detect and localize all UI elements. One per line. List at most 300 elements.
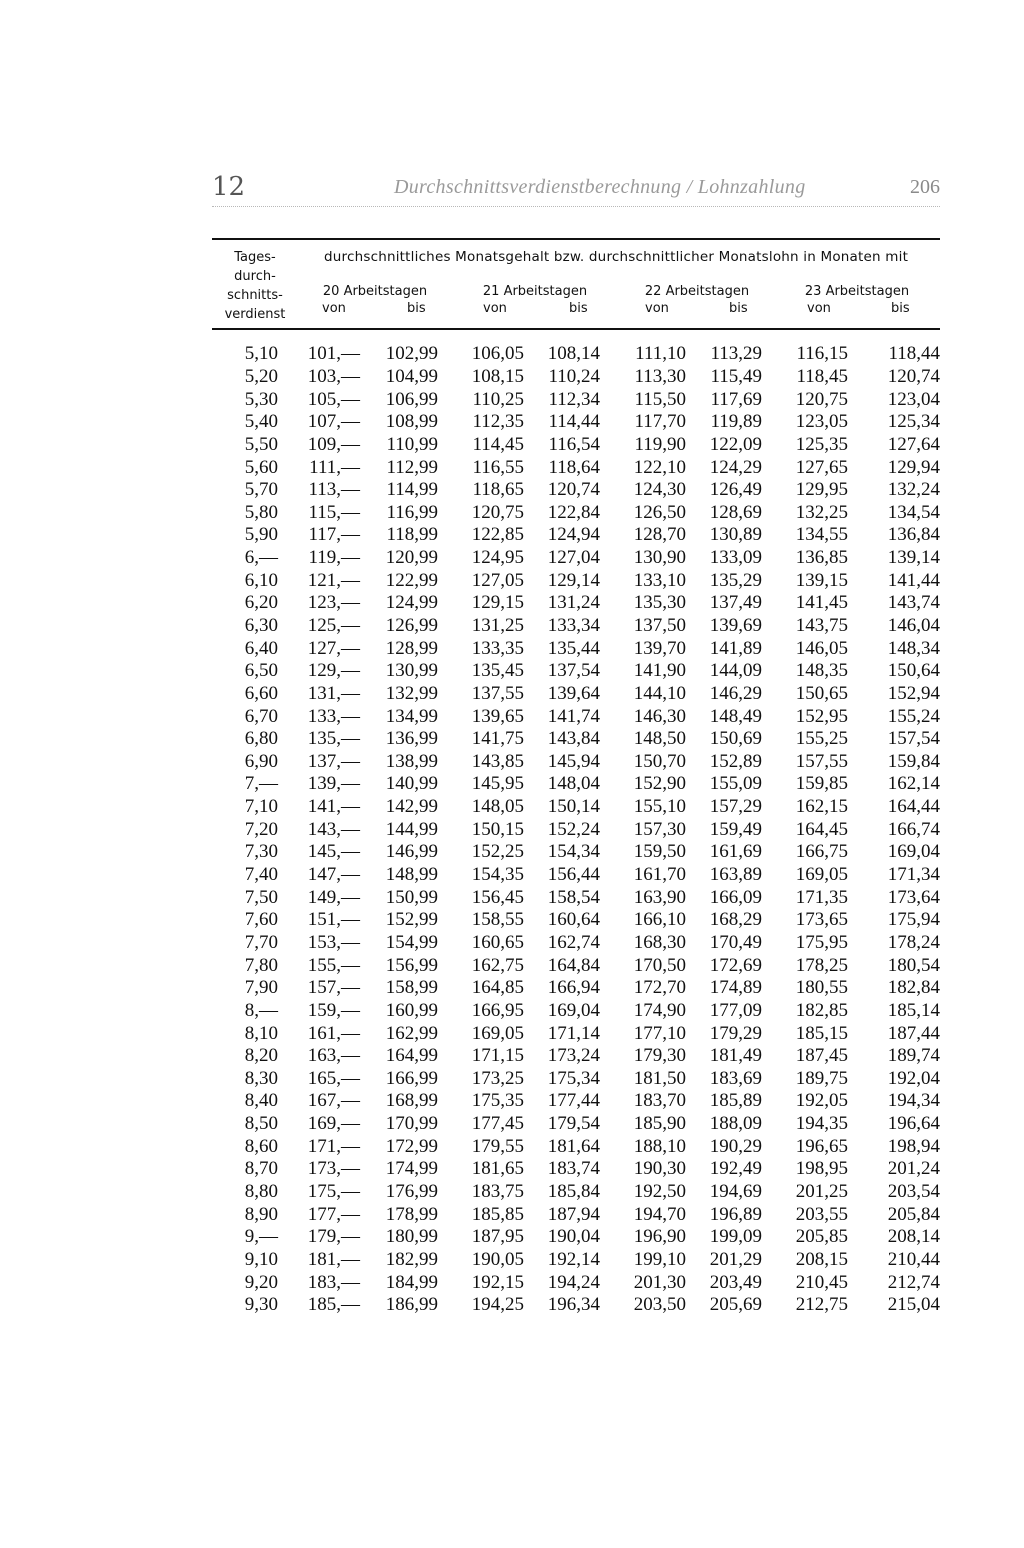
von-22-cell: 185,90 <box>633 1113 686 1135</box>
von-21-cell: 135,45 <box>471 660 524 682</box>
bis-22-cell: 205,69 <box>709 1294 762 1316</box>
von-20-cell: 149,— <box>307 886 360 908</box>
bis-23-cell: 187,44 <box>887 1022 940 1044</box>
bis-20-cell: 122,99 <box>385 569 438 591</box>
daily-earnings-cell: 7,20 <box>244 818 278 840</box>
daily-earnings-cell: 8,40 <box>244 1090 278 1112</box>
bis-22-cell: 174,89 <box>709 977 762 999</box>
von-20-cell: 111,— <box>309 456 360 478</box>
von-20-cell: 103,— <box>307 365 360 387</box>
von-20-cell: 133,— <box>307 705 360 727</box>
table-row <box>212 909 940 932</box>
bis-22-cell: 199,09 <box>709 1226 762 1248</box>
von-23-cell: 208,15 <box>795 1248 848 1270</box>
von-21-cell: 108,15 <box>471 365 524 387</box>
bis-20-cell: 154,99 <box>385 931 438 953</box>
bis-20-cell: 168,99 <box>385 1090 438 1112</box>
bis-21-cell: 185,84 <box>547 1181 600 1203</box>
bis-23-cell: 134,54 <box>887 501 940 523</box>
table-row <box>212 1000 940 1023</box>
von-22-cell: 113,30 <box>634 365 686 387</box>
bis-21-cell: 141,74 <box>547 705 600 727</box>
von-23-cell: 139,15 <box>795 569 848 591</box>
von-22-cell: 117,70 <box>634 411 686 433</box>
von-23-cell: 192,05 <box>795 1090 848 1112</box>
von-21-cell: 124,95 <box>471 547 524 569</box>
von-21-cell: 112,35 <box>472 411 524 433</box>
table-row <box>212 773 940 796</box>
von-20-cell: 155,— <box>307 954 360 976</box>
bis-22-cell: 179,29 <box>709 1022 762 1044</box>
table-row <box>212 977 940 1000</box>
bis-21-cell: 173,24 <box>547 1045 600 1067</box>
daily-earnings-cell: 6,50 <box>244 660 278 682</box>
bis-23-cell: 127,64 <box>887 433 940 455</box>
von-22-cell: 148,50 <box>633 728 686 750</box>
von-22-cell: 188,10 <box>633 1135 686 1157</box>
bis-23-cell: 129,94 <box>887 456 940 478</box>
bis-20-cell: 108,99 <box>385 411 438 433</box>
bis-22-cell: 148,49 <box>709 705 762 727</box>
von-23-cell: 157,55 <box>795 750 848 772</box>
von-20-cell: 165,— <box>307 1067 360 1089</box>
bis-22-cell: 144,09 <box>709 660 762 682</box>
von-23-cell: 132,25 <box>795 501 848 523</box>
daily-earnings-cell: 9,30 <box>244 1294 278 1316</box>
group-20-to: bis <box>407 301 426 316</box>
von-22-cell: 122,10 <box>633 456 686 478</box>
von-22-cell: 144,10 <box>633 682 686 704</box>
bis-23-cell: 180,54 <box>887 954 940 976</box>
bis-21-cell: 114,44 <box>548 411 600 433</box>
bis-21-cell: 154,34 <box>547 841 600 863</box>
von-20-cell: 147,— <box>307 864 360 886</box>
von-23-cell: 155,25 <box>795 728 848 750</box>
bis-20-cell: 142,99 <box>385 796 438 818</box>
von-23-cell: 198,95 <box>795 1158 848 1180</box>
daily-earnings-cell: 6,10 <box>244 569 278 591</box>
daily-average-earnings-header <box>212 248 298 324</box>
table-row <box>212 434 940 457</box>
header-line: verdienst <box>224 307 286 322</box>
von-23-cell: 175,95 <box>795 931 848 953</box>
von-21-cell: 183,75 <box>471 1181 524 1203</box>
von-23-cell: 120,75 <box>795 388 848 410</box>
group-22-from: von <box>645 301 669 316</box>
von-23-cell: 210,45 <box>795 1271 848 1293</box>
von-20-cell: 173,— <box>307 1158 360 1180</box>
bis-21-cell: 133,34 <box>547 615 600 636</box>
daily-earnings-cell: 7,60 <box>244 909 278 931</box>
von-21-cell: 181,65 <box>471 1158 524 1180</box>
von-21-cell: 154,35 <box>471 864 524 886</box>
table-row <box>212 841 940 864</box>
bis-21-cell: 196,34 <box>547 1294 600 1316</box>
von-22-cell: 179,30 <box>633 1045 686 1067</box>
bis-20-cell: 102,99 <box>385 343 438 365</box>
bis-22-cell: 113,29 <box>710 343 762 365</box>
bis-23-cell: 150,64 <box>887 660 940 682</box>
von-22-cell: 137,50 <box>633 615 686 636</box>
bis-22-cell: 135,29 <box>709 569 762 591</box>
von-20-cell: 123,— <box>307 592 360 614</box>
von-22-cell: 111,10 <box>635 343 686 365</box>
bis-21-cell: 190,04 <box>547 1226 600 1248</box>
von-21-cell: 179,55 <box>471 1135 524 1157</box>
bis-21-cell: 169,04 <box>547 999 600 1021</box>
von-23-cell: 164,45 <box>795 818 848 840</box>
bis-22-cell: 126,49 <box>709 479 762 501</box>
bis-23-cell: 210,44 <box>887 1248 940 1270</box>
bis-22-cell: 196,89 <box>709 1203 762 1225</box>
von-21-cell: 131,25 <box>471 615 524 636</box>
von-22-cell: 181,50 <box>633 1067 686 1089</box>
bis-23-cell: 157,54 <box>887 728 940 750</box>
von-22-cell: 141,90 <box>633 660 686 682</box>
bis-20-cell: 184,99 <box>385 1271 438 1293</box>
von-20-cell: 121,— <box>307 569 360 591</box>
daily-earnings-cell: 8,— <box>244 999 278 1021</box>
von-23-cell: 180,55 <box>795 977 848 999</box>
bis-20-cell: 148,99 <box>385 864 438 886</box>
table-row <box>212 524 940 547</box>
bis-23-cell: 166,74 <box>887 818 940 840</box>
daily-earnings-cell: 7,10 <box>244 796 278 818</box>
daily-earnings-cell: 7,40 <box>244 864 278 886</box>
page-number: 206 <box>910 176 940 198</box>
von-23-cell: 143,75 <box>795 615 848 636</box>
von-22-cell: 203,50 <box>633 1294 686 1316</box>
daily-earnings-cell: 8,70 <box>244 1158 278 1180</box>
bis-23-cell: 164,44 <box>887 796 940 818</box>
von-22-cell: 168,30 <box>633 931 686 953</box>
von-20-cell: 127,— <box>307 637 360 659</box>
daily-earnings-cell: 7,90 <box>244 977 278 999</box>
bis-22-cell: 166,09 <box>709 886 762 908</box>
von-23-cell: 159,85 <box>795 773 848 795</box>
von-20-cell: 107,— <box>307 411 360 433</box>
von-21-cell: 145,95 <box>471 773 524 795</box>
von-21-cell: 152,25 <box>471 841 524 863</box>
bis-21-cell: 148,04 <box>547 773 600 795</box>
von-20-cell: 169,— <box>307 1113 360 1135</box>
von-21-cell: 122,85 <box>471 524 524 546</box>
bis-20-cell: 176,99 <box>385 1181 438 1203</box>
von-22-cell: 155,10 <box>633 796 686 818</box>
group-22-to: bis <box>729 301 748 316</box>
von-21-cell: 114,45 <box>472 433 524 455</box>
von-22-cell: 170,50 <box>633 954 686 976</box>
daily-earnings-cell: 5,30 <box>244 388 278 410</box>
bis-23-cell: 201,24 <box>887 1158 940 1180</box>
bis-20-cell: 112,99 <box>386 456 438 478</box>
daily-earnings-cell: 7,80 <box>244 954 278 976</box>
von-23-cell: 118,45 <box>796 365 848 387</box>
bis-23-cell: 208,14 <box>887 1226 940 1248</box>
bis-20-cell: 180,99 <box>385 1226 438 1248</box>
table-row <box>212 1022 940 1045</box>
bis-23-cell: 194,34 <box>887 1090 940 1112</box>
bis-21-cell: 129,14 <box>547 569 600 591</box>
bis-23-cell: 198,94 <box>887 1135 940 1157</box>
bis-22-cell: 133,09 <box>709 547 762 569</box>
bis-21-cell: 108,14 <box>547 343 600 365</box>
daily-earnings-cell: 9,20 <box>244 1271 278 1293</box>
table-row <box>212 1294 940 1317</box>
von-20-cell: 101,— <box>307 343 360 365</box>
bis-23-cell: 146,04 <box>887 615 940 636</box>
von-21-cell: 129,15 <box>471 592 524 614</box>
von-22-cell: 133,10 <box>633 569 686 591</box>
von-21-cell: 116,55 <box>472 456 524 478</box>
bis-22-cell: 139,69 <box>709 615 762 636</box>
bis-22-cell: 152,89 <box>709 750 762 772</box>
bis-22-cell: 177,09 <box>709 999 762 1021</box>
bis-20-cell: 162,99 <box>385 1022 438 1044</box>
bis-23-cell: 155,24 <box>887 705 940 727</box>
bis-22-cell: 119,89 <box>710 411 762 433</box>
von-23-cell: 125,35 <box>795 433 848 455</box>
table-row <box>212 366 940 389</box>
bis-22-cell: 172,69 <box>709 954 762 976</box>
von-23-cell: 162,15 <box>795 796 848 818</box>
group-21-to: bis <box>569 301 588 316</box>
daily-earnings-cell: 8,30 <box>244 1067 278 1089</box>
bis-20-cell: 178,99 <box>385 1203 438 1225</box>
bis-22-cell: 163,89 <box>709 864 762 886</box>
von-20-cell: 177,— <box>307 1203 360 1225</box>
von-22-cell: 139,70 <box>633 637 686 659</box>
bis-23-cell: 162,14 <box>887 773 940 795</box>
von-20-cell: 115,— <box>308 501 360 523</box>
bis-20-cell: 114,99 <box>386 479 438 501</box>
von-20-cell: 109,— <box>307 433 360 455</box>
bis-22-cell: 201,29 <box>709 1248 762 1270</box>
bis-22-cell: 203,49 <box>709 1271 762 1293</box>
bis-21-cell: 110,24 <box>548 365 600 387</box>
bis-22-cell: 122,09 <box>709 433 762 455</box>
table-row <box>212 1181 940 1204</box>
daily-earnings-cell: 7,30 <box>244 841 278 863</box>
daily-earnings-cell: 8,60 <box>244 1135 278 1157</box>
bis-23-cell: 143,74 <box>887 592 940 614</box>
von-21-cell: 139,65 <box>471 705 524 727</box>
bis-22-cell: 117,69 <box>710 388 762 410</box>
group-20-days-label: 20 Arbeitstagen <box>322 284 428 299</box>
von-22-cell: 126,50 <box>633 501 686 523</box>
von-23-cell: 129,95 <box>795 479 848 501</box>
table-row <box>212 411 940 434</box>
table-row <box>212 886 940 909</box>
table-row <box>212 954 940 977</box>
group-21-days-label: 21 Arbeitstagen <box>482 284 588 299</box>
von-23-cell: 127,65 <box>795 456 848 478</box>
bis-22-cell: 190,29 <box>709 1135 762 1157</box>
bis-21-cell: 150,14 <box>547 796 600 818</box>
daily-earnings-cell: 8,10 <box>244 1022 278 1044</box>
von-23-cell: 185,15 <box>795 1022 848 1044</box>
von-21-cell: 110,25 <box>472 388 524 410</box>
von-23-cell: 150,65 <box>795 682 848 704</box>
bis-20-cell: 150,99 <box>385 886 438 908</box>
bis-20-cell: 106,99 <box>385 388 438 410</box>
von-22-cell: 183,70 <box>633 1090 686 1112</box>
bis-20-cell: 140,99 <box>385 773 438 795</box>
von-21-cell: 162,75 <box>471 954 524 976</box>
table-row <box>212 1203 940 1226</box>
running-head-title: Durchschnittsverdienstberechnung / Lohnzahlung <box>394 176 806 198</box>
von-23-cell: 203,55 <box>795 1203 848 1225</box>
bis-21-cell: 137,54 <box>547 660 600 682</box>
von-23-cell: 182,85 <box>795 999 848 1021</box>
bis-21-cell: 122,84 <box>547 501 600 523</box>
daily-earnings-cell: 5,80 <box>244 501 278 523</box>
section-number: 12 <box>212 172 246 202</box>
table-row <box>212 388 940 411</box>
table-row <box>212 751 940 774</box>
bis-23-cell: 205,84 <box>887 1203 940 1225</box>
running-head <box>212 172 940 207</box>
von-22-cell: 130,90 <box>633 547 686 569</box>
daily-earnings-cell: 5,10 <box>244 343 278 365</box>
table-row <box>212 683 940 706</box>
von-21-cell: 166,95 <box>471 999 524 1021</box>
von-21-cell: 160,65 <box>471 931 524 953</box>
von-22-cell: 128,70 <box>633 524 686 546</box>
von-21-cell: 169,05 <box>471 1022 524 1044</box>
von-22-cell: 150,70 <box>633 750 686 772</box>
bis-23-cell: 132,24 <box>887 479 940 501</box>
bis-23-cell: 171,34 <box>887 864 940 886</box>
von-23-cell: 196,65 <box>795 1135 848 1157</box>
table-row <box>212 1271 940 1294</box>
von-22-cell: 172,70 <box>633 977 686 999</box>
bis-23-cell: 182,84 <box>887 977 940 999</box>
daily-earnings-cell: 9,10 <box>244 1248 278 1270</box>
von-20-cell: 181,— <box>307 1248 360 1270</box>
von-21-cell: 194,25 <box>471 1294 524 1316</box>
bis-21-cell: 152,24 <box>547 818 600 840</box>
table-row <box>212 932 940 955</box>
bis-22-cell: 161,69 <box>709 841 762 863</box>
von-22-cell: 166,10 <box>633 909 686 931</box>
von-21-cell: 141,75 <box>471 728 524 750</box>
table-row <box>212 1249 940 1272</box>
table-row <box>212 343 940 366</box>
monthly-salary-header: durchschnittliches Monatsgehalt bzw. durchschnittlicher Monatslohn in Monaten mit <box>324 249 909 265</box>
bis-21-cell: 127,04 <box>547 547 600 569</box>
bis-22-cell: 170,49 <box>709 931 762 953</box>
bis-22-cell: 141,89 <box>709 637 762 659</box>
bis-23-cell: 123,04 <box>887 388 940 410</box>
bis-20-cell: 152,99 <box>385 909 438 931</box>
daily-earnings-cell: 5,60 <box>244 456 278 478</box>
von-20-cell: 131,— <box>307 682 360 704</box>
von-22-cell: 163,90 <box>633 886 686 908</box>
von-23-cell: 201,25 <box>795 1181 848 1203</box>
bis-20-cell: 172,99 <box>385 1135 438 1157</box>
von-20-cell: 125,— <box>307 615 360 636</box>
von-23-cell: 152,95 <box>795 705 848 727</box>
bis-20-cell: 120,99 <box>385 547 438 569</box>
group-22-days-label: 22 Arbeitstagen <box>644 284 750 299</box>
von-21-cell: 148,05 <box>471 796 524 818</box>
bis-21-cell: 183,74 <box>547 1158 600 1180</box>
von-20-cell: 129,— <box>307 660 360 682</box>
table-row <box>212 1045 940 1068</box>
daily-earnings-cell: 6,30 <box>244 615 278 636</box>
von-21-cell: 118,65 <box>472 479 524 501</box>
table-row <box>212 569 940 592</box>
daily-earnings-cell: 6,60 <box>244 682 278 704</box>
von-21-cell: 175,35 <box>471 1090 524 1112</box>
group-23-to: bis <box>891 301 910 316</box>
von-21-cell: 158,55 <box>471 909 524 931</box>
von-20-cell: 183,— <box>307 1271 360 1293</box>
group-23-days-label: 23 Arbeitstagen <box>804 284 910 299</box>
table-row <box>212 1226 940 1249</box>
von-23-cell: 166,75 <box>795 841 848 863</box>
von-20-cell: 135,— <box>307 728 360 750</box>
von-22-cell: 119,90 <box>634 433 686 455</box>
table-row <box>212 592 940 615</box>
table-row <box>212 818 940 841</box>
bis-20-cell: 130,99 <box>385 660 438 682</box>
von-21-cell: 120,75 <box>471 501 524 523</box>
bis-23-cell: 173,64 <box>887 886 940 908</box>
von-20-cell: 113,— <box>308 479 360 501</box>
bis-20-cell: 138,99 <box>385 750 438 772</box>
von-23-cell: 169,05 <box>795 864 848 886</box>
von-22-cell: 124,30 <box>633 479 686 501</box>
daily-earnings-cell: 5,90 <box>244 524 278 546</box>
table-row <box>212 796 940 819</box>
von-20-cell: 143,— <box>307 818 360 840</box>
von-21-cell: 137,55 <box>471 682 524 704</box>
von-22-cell: 201,30 <box>633 1271 686 1293</box>
bis-23-cell: 120,74 <box>887 365 940 387</box>
bis-22-cell: 155,09 <box>709 773 762 795</box>
bis-21-cell: 177,44 <box>547 1090 600 1112</box>
von-21-cell: 164,85 <box>471 977 524 999</box>
bis-20-cell: 146,99 <box>385 841 438 863</box>
von-20-cell: 161,— <box>307 1022 360 1044</box>
von-20-cell: 179,— <box>307 1226 360 1248</box>
von-22-cell: 115,50 <box>634 388 686 410</box>
daily-earnings-cell: 8,20 <box>244 1045 278 1067</box>
bis-20-cell: 158,99 <box>385 977 438 999</box>
bis-20-cell: 118,99 <box>386 524 438 546</box>
daily-earnings-cell: 6,70 <box>244 705 278 727</box>
daily-earnings-cell: 6,20 <box>244 592 278 614</box>
table-row <box>212 479 940 502</box>
von-23-cell: 116,15 <box>796 343 848 365</box>
bis-22-cell: 192,49 <box>709 1158 762 1180</box>
group-20-from: von <box>322 301 346 316</box>
bis-23-cell: 148,34 <box>887 637 940 659</box>
bis-21-cell: 112,34 <box>548 388 600 410</box>
bis-21-cell: 175,34 <box>547 1067 600 1089</box>
von-22-cell: 192,50 <box>633 1181 686 1203</box>
bis-21-cell: 164,84 <box>547 954 600 976</box>
bis-22-cell: 188,09 <box>709 1113 762 1135</box>
von-20-cell: 167,— <box>307 1090 360 1112</box>
daily-earnings-cell: 6,— <box>244 547 278 569</box>
von-21-cell: 133,35 <box>471 637 524 659</box>
bis-23-cell: 118,44 <box>888 343 940 365</box>
bis-21-cell: 160,64 <box>547 909 600 931</box>
bis-22-cell: 115,49 <box>710 365 762 387</box>
